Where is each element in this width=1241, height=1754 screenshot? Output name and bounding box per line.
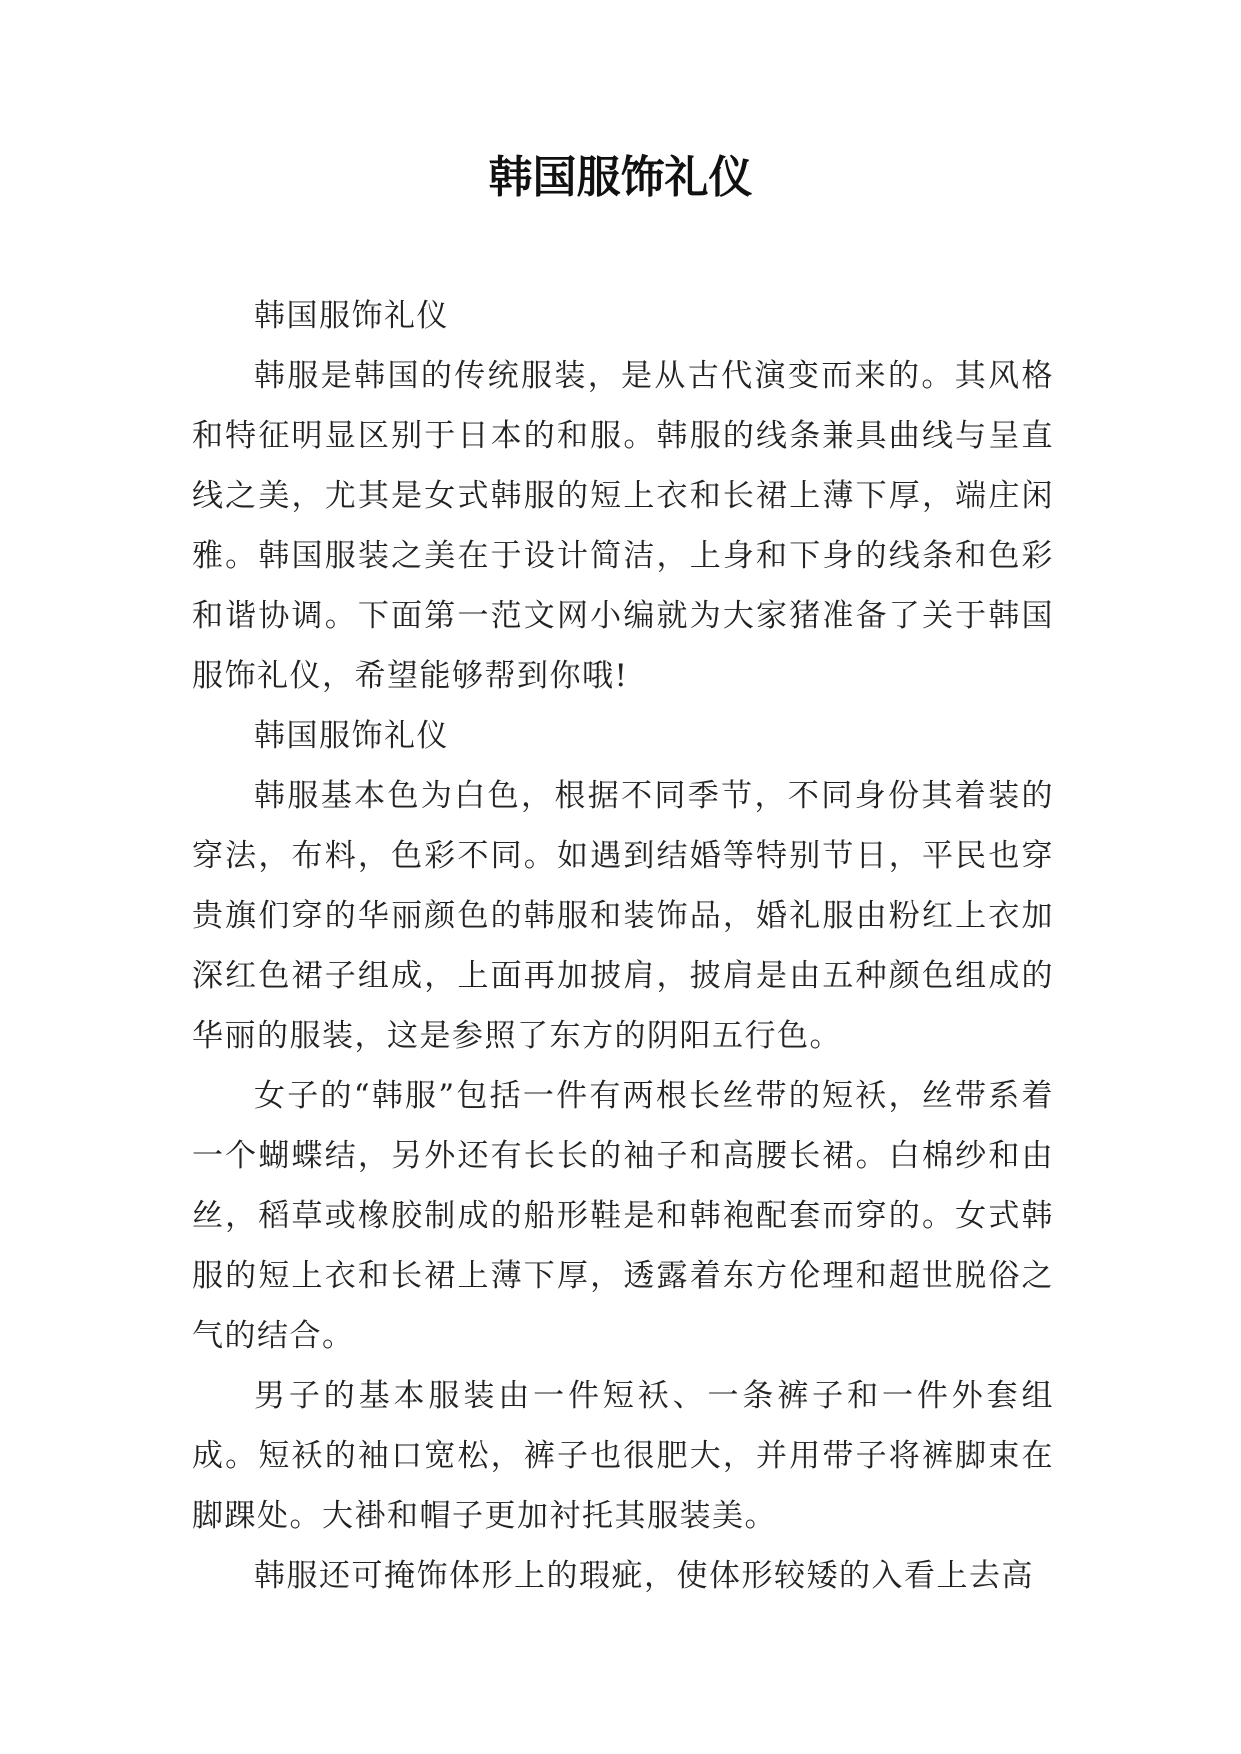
paragraph-figure: 韩服还可掩饰体形上的瑕疵，使体形较矮的入看上去高 xyxy=(254,1558,1034,1594)
paragraph-basic-color: 韩服基本色为白色，根据不同季节，不同身份其着装的穿法，布料，色彩不同。如遇到结婚等特别节日，平民也穿贵旗们穿的华丽颜色的韩服和装饰品，婚礼服由粉红上衣加深红色裙子组成，上面再加披肩，披肩是由五种颜色组成的华丽的服装，这是参照了东方的阴阳五行色。 xyxy=(192,778,1054,1054)
paragraph-subtitle: 韩国服饰礼仪 xyxy=(254,298,449,334)
document-title: 韩国服饰礼仪 xyxy=(488,152,753,203)
paragraph-men-hanbok: 男子的基本服装由一件短袄、一条裤子和一件外套组成。短袄的袖口宽松，裤子也很肥大，并用带子将裤脚束在脚踝处。大褂和帽子更加衬托其服装美。 xyxy=(192,1378,1054,1534)
paragraph-subtitle: 韩国服饰礼仪 xyxy=(254,718,449,754)
paragraph-intro: 韩服是韩国的传统服装，是从古代演变而来的。其风格和特征明显区别于日本的和服。韩服的线条兼具曲线与呈直线之美，尤其是女式韩服的短上衣和长裙上薄下厚，端庄闲雅。韩国服装之美在于设计简洁，上身和下身的线条和色彩和谐协调。下面第一范文网小编就为大家猪准备了关于韩国服饰礼仪，希望能够帮到你哦! xyxy=(192,358,1054,694)
document-body xyxy=(192,286,1054,1606)
paragraph-women-hanbok: 女子的“韩服”包括一件有两根长丝带的短袄，丝带系着一个蝴蝶结，另外还有长长的袖子和高腰长裙。白棉纱和由丝，稻草或橡胶制成的船形鞋是和韩袍配套而穿的。女式韩服的短上衣和长裙上薄下厚，透露着东方伦理和超世脱俗之气的结合。 xyxy=(192,1078,1054,1354)
